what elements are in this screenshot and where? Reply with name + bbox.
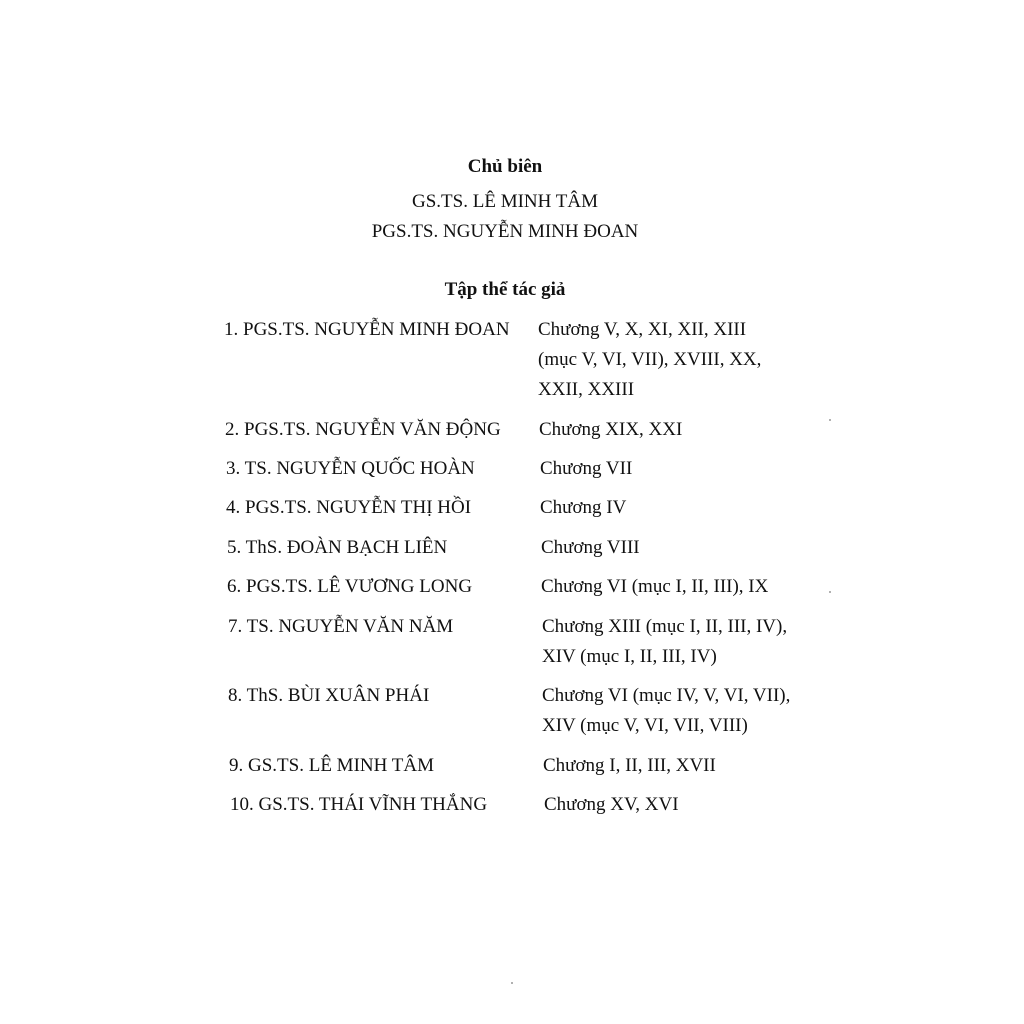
editor-name: PGS.TS. NGUYỄN MINH ĐOAN xyxy=(371,221,639,242)
author-name: 1. PGS.TS. NGUYỄN MINH ĐOAN xyxy=(224,319,510,340)
authors-heading: Tập thể tác giả xyxy=(444,279,566,300)
chapter-line: Chương VII xyxy=(540,458,633,479)
chapter-line: XIV (mục I, II, III, IV) xyxy=(542,646,717,667)
scan-speck xyxy=(511,982,513,984)
author-name: 8. ThS. BÙI XUÂN PHÁI xyxy=(228,685,430,706)
chapter-line: Chương V, X, XI, XII, XIII xyxy=(538,319,747,340)
author-chapters xyxy=(541,533,640,563)
chapter-line: (mục V, VI, VII), XVIII, XX, xyxy=(538,349,762,370)
author-chapters xyxy=(542,681,790,741)
author-name: 2. PGS.TS. NGUYỄN VĂN ĐỘNG xyxy=(225,419,501,440)
author-name: 5. ThS. ĐOÀN BẠCH LIÊN xyxy=(227,537,448,558)
chapter-line: XXII, XXIII xyxy=(538,379,635,400)
chapter-line: Chương XV, XVI xyxy=(544,794,679,815)
author-chapters xyxy=(541,572,768,602)
author-chapters xyxy=(542,612,787,672)
author-name: 3. TS. NGUYỄN QUỐC HOÀN xyxy=(226,458,475,479)
chapter-line: Chương XIX, XXI xyxy=(539,419,683,440)
chapter-line: Chương VIII xyxy=(541,537,640,558)
author-name: 9. GS.TS. LÊ MINH TÂM xyxy=(229,755,434,776)
scan-speck xyxy=(829,591,831,593)
author-chapters xyxy=(543,751,716,781)
author-name: 6. PGS.TS. LÊ VƯƠNG LONG xyxy=(227,576,473,597)
chapter-line: XIV (mục V, VI, VII, VIII) xyxy=(542,715,748,736)
editor-name: GS.TS. LÊ MINH TÂM xyxy=(412,191,598,212)
author-name: 10. GS.TS. THÁI VĨNH THẮNG xyxy=(230,794,488,815)
chapter-line: Chương XIII (mục I, II, III, IV), xyxy=(542,616,788,637)
author-chapters xyxy=(540,493,626,523)
chapter-line: Chương VI (mục I, II, III), IX xyxy=(541,576,769,597)
author-chapters xyxy=(538,315,761,405)
chapter-line: Chương IV xyxy=(540,497,627,518)
editors-heading: Chủ biên xyxy=(467,156,543,177)
chapter-line: Chương VI (mục IV, V, VI, VII), xyxy=(542,685,791,706)
scan-speck xyxy=(829,419,831,421)
author-chapters xyxy=(540,454,632,484)
author-name: 7. TS. NGUYỄN VĂN NĂM xyxy=(228,616,454,637)
chapter-line: Chương I, II, III, XVII xyxy=(543,755,716,776)
author-chapters xyxy=(544,790,679,820)
author-chapters xyxy=(539,415,682,445)
author-name: 4. PGS.TS. NGUYỄN THỊ HỒI xyxy=(226,497,472,518)
